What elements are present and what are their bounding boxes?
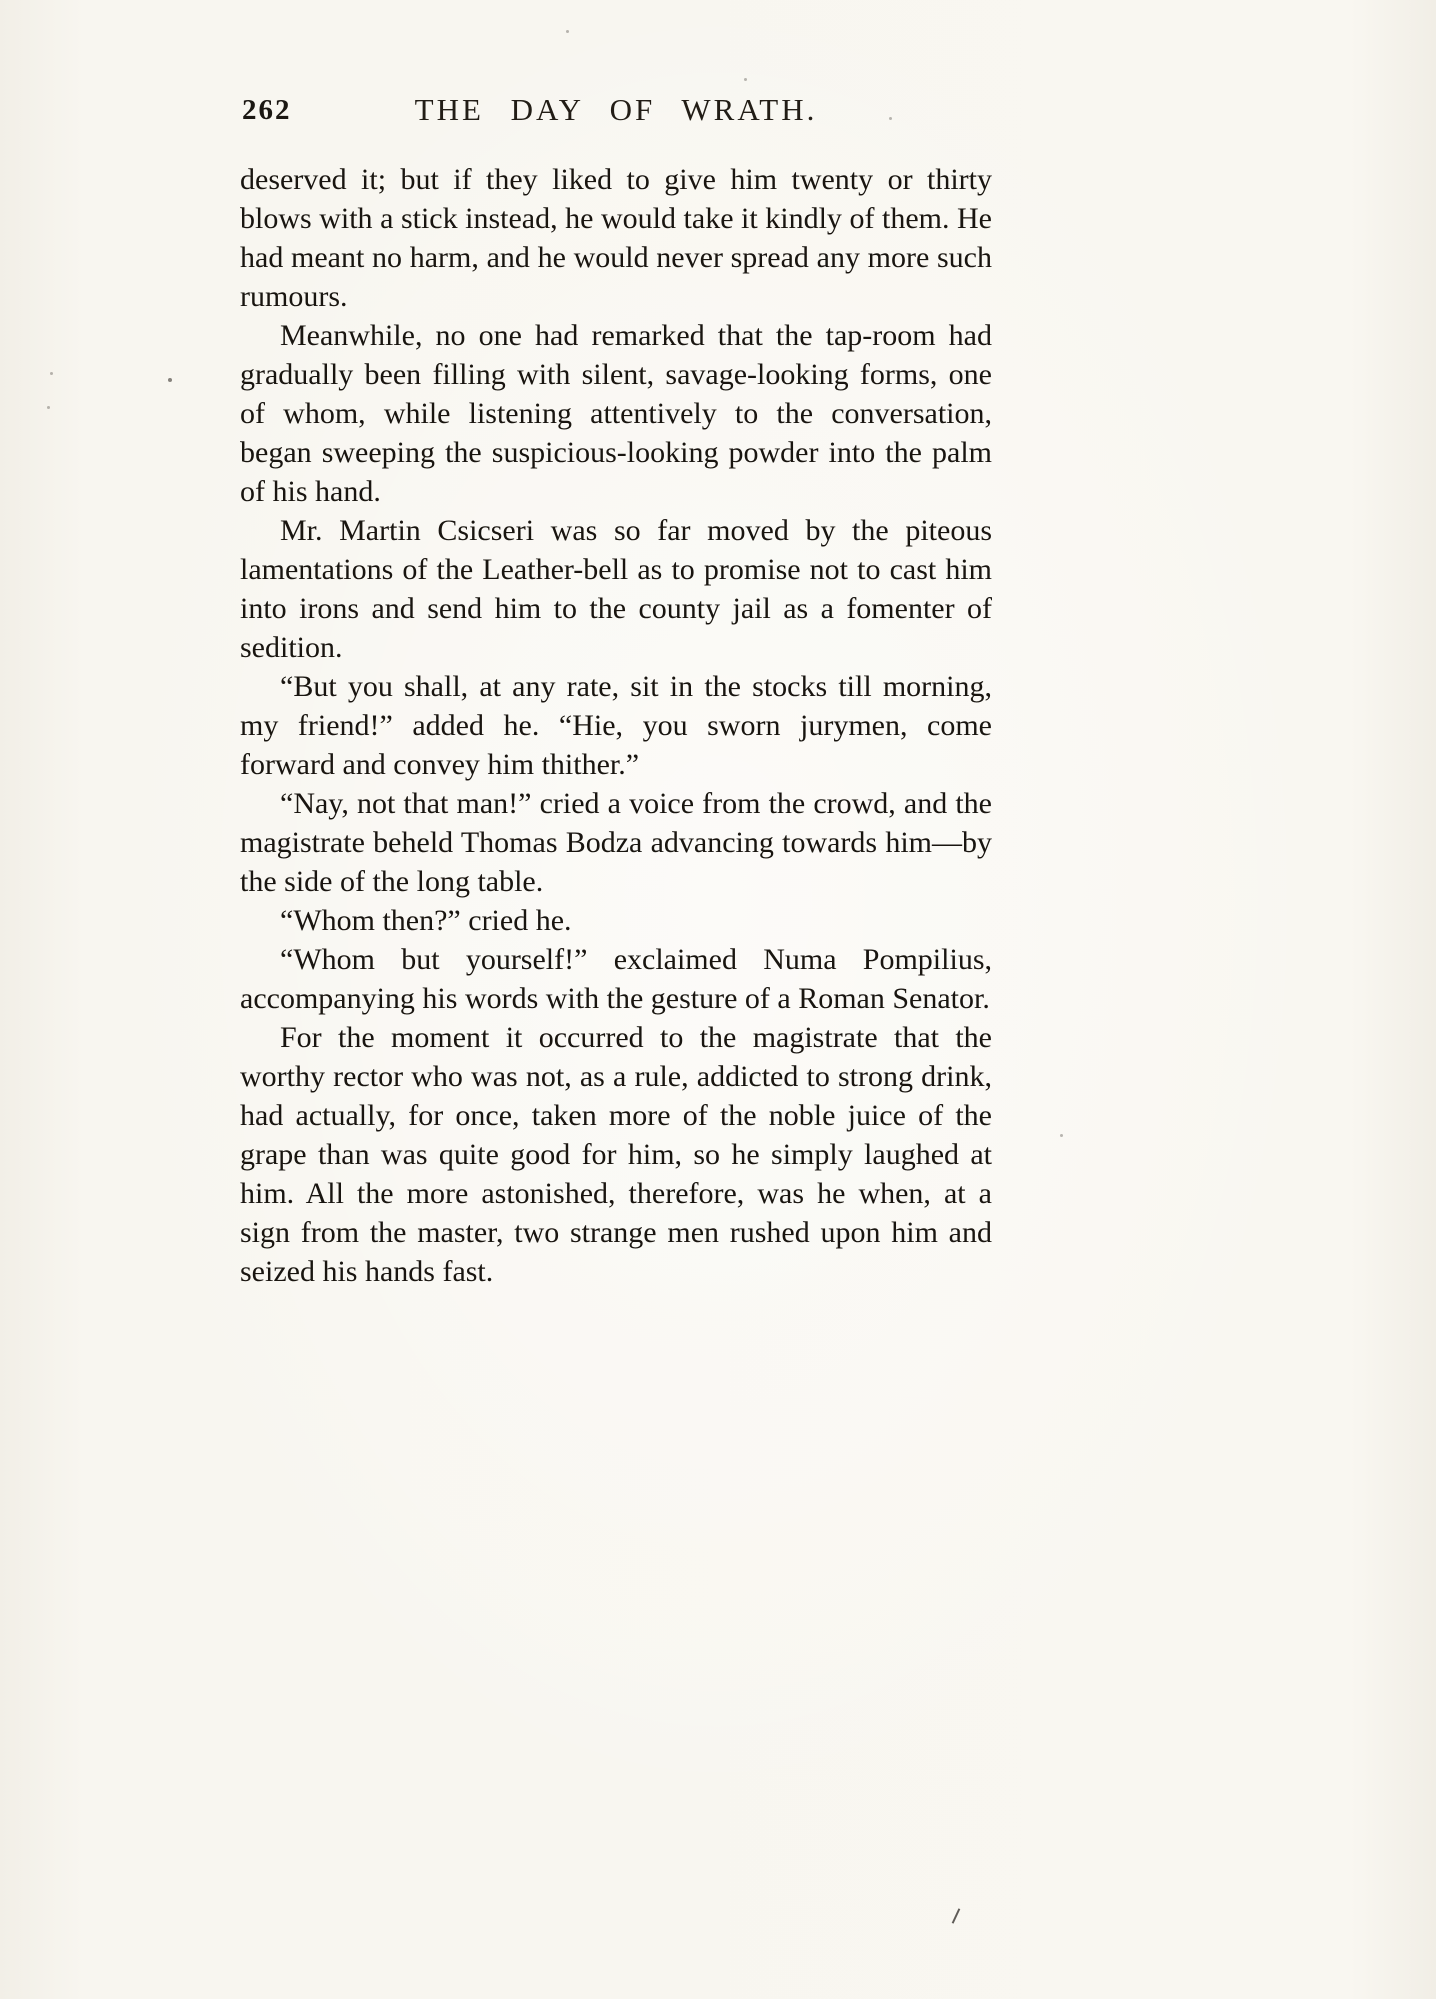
- scan-artifact: [1060, 1134, 1063, 1137]
- paragraph: “Whom then?” cried he.: [280, 904, 572, 937]
- scan-artifact: [50, 372, 53, 375]
- paragraph: “Whom but yourself!” exclaimed Numa Pompilius, accompanying his words with the gesture of a Roman Senator.: [240, 943, 992, 1015]
- paragraph: For the moment it occurred to the magistrate that the worthy rector who was not, as a rule, addicted to strong drink, had actually, for once, taken more of the noble juice of the grape than was quite good for him, so he simply laughed at him. All the more astonished, therefore, was he when, at a sign from the master, two strange men rushed upon him and seized his hands fast.: [240, 1021, 992, 1288]
- scan-artifact: [952, 1908, 961, 1923]
- running-head: [240, 92, 992, 136]
- scan-artifact: [566, 30, 569, 33]
- page-body: [240, 160, 992, 1291]
- running-title: THE DAY OF WRATH.: [414, 92, 818, 127]
- page-number: 262: [242, 94, 292, 126]
- paragraph: Mr. Martin Csicseri was so far moved by the piteous lamentations of the Leather-bell as to promise not to cast him into irons and send him to the county jail as a fomenter of sedition.: [240, 514, 992, 664]
- paragraph: deserved it; but if they liked to give him twenty or thirty blows with a stick instead, he would take it kindly of them. He had meant no harm, and he would never spread any more such rumours.: [240, 163, 992, 313]
- scan-artifact: [744, 78, 747, 81]
- paragraph: “Nay, not that man!” cried a voice from the crowd, and the magistrate beheld Thomas Bodza advancing towards him—by the side of the long table.: [240, 787, 992, 898]
- paragraph: Meanwhile, no one had remarked that the tap-room had gradually been filling with silent, savage-looking forms, one of whom, while listening attentively to the conversation, began sweeping the suspicious-looking powder into the palm of his hand.: [240, 319, 992, 508]
- paragraph: “But you shall, at any rate, sit in the stocks till morning, my friend!” added he. “Hie, you sworn jurymen, come forward and convey him thither.”: [240, 670, 992, 781]
- scan-artifact: [168, 378, 172, 382]
- scan-artifact: [47, 406, 50, 409]
